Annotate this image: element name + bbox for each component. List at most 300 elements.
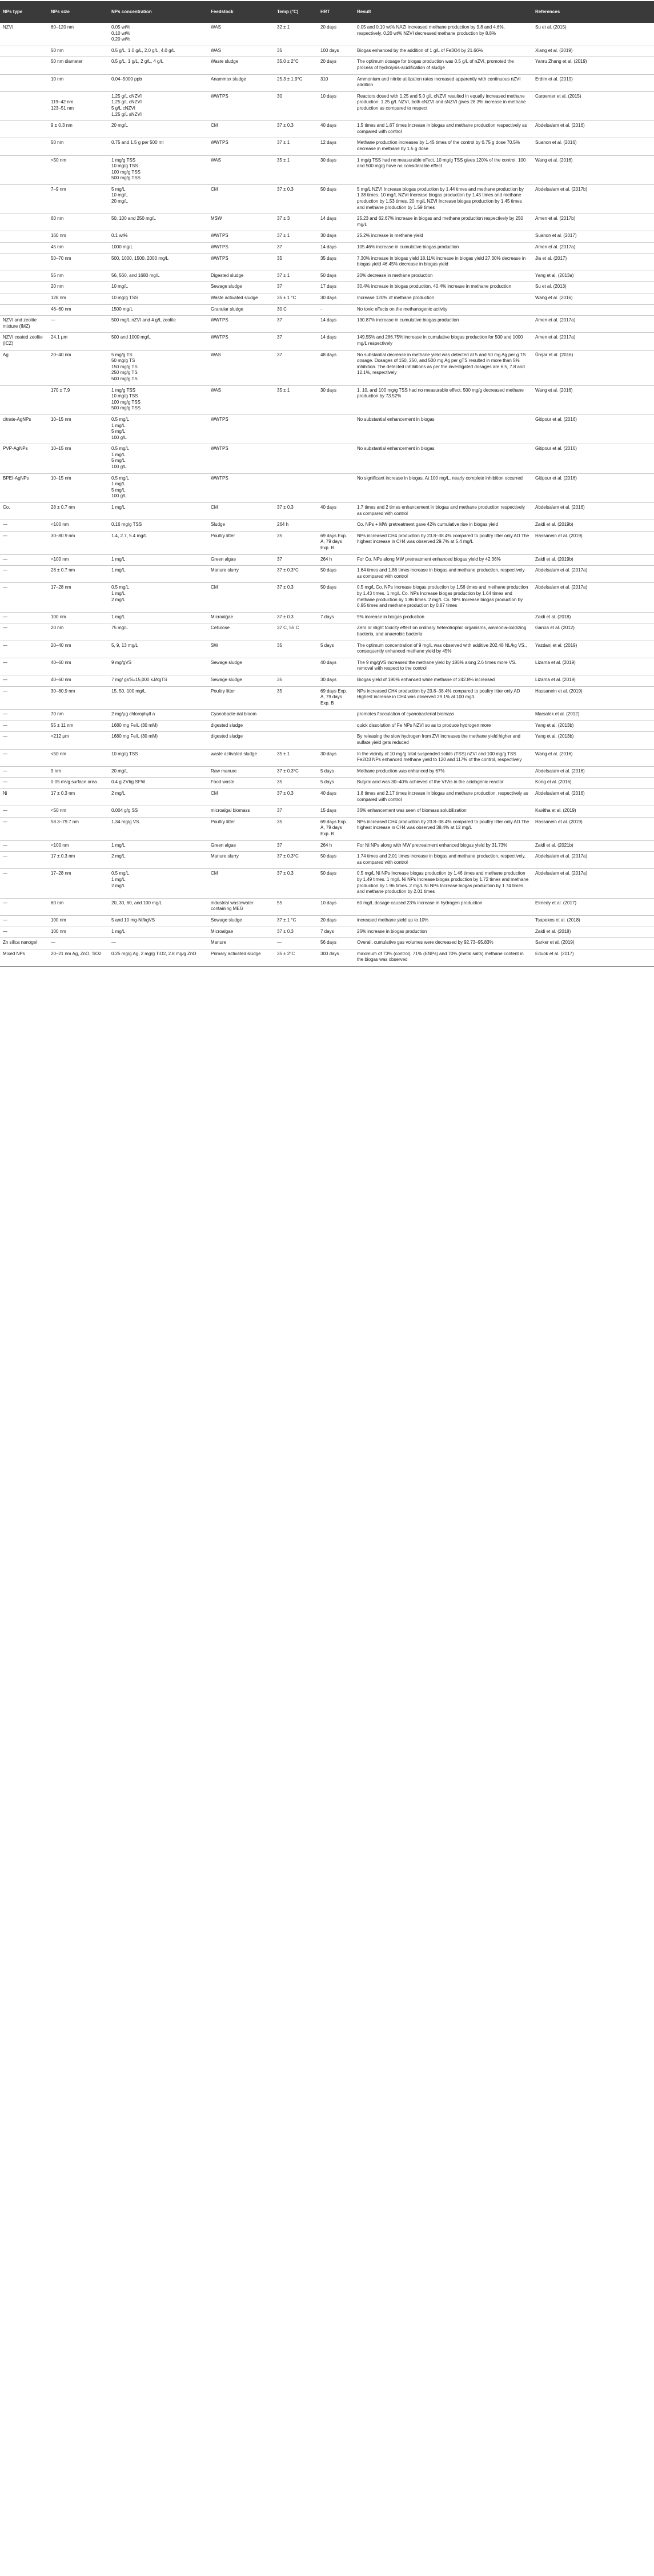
cell-nps-concentration: 1500 mg/L [109,304,208,316]
cell-nps-size: 45 nm [48,243,109,254]
cell-hrt [318,623,354,641]
cell-reference: Lizama et al. (2019) [532,658,654,675]
cell-nps-size: 128 nm [48,293,109,305]
cell-feedstock: Raw manure [208,766,274,778]
cell-feedstock: Food waste [208,778,274,789]
table-row [0,385,654,414]
cell-nps-type [0,282,48,293]
cell-reference: Suanon et al. (2017) [532,231,654,243]
cell-feedstock: WWTPS [208,473,274,502]
cell-result: 7.30% increase in biogas yield 18.11% increase in biogas yield 27.30% decrease in biogas yield 46.45% decrease in biogas yield [354,253,532,271]
cell-hrt: 264 h [318,840,354,852]
cell-nps-concentration: 0.5 g/L, 1.0 g/L, 2.0 g/L, 4.0 g/L [109,46,208,57]
nanoparticle-biogas-table [0,1,654,967]
cell-hrt: 40 days [318,503,354,520]
cell-nps-type: Ni [0,789,48,806]
cell-nps-type: — [0,749,48,766]
cell-hrt [318,721,354,732]
cell-result: Increase 120% of methane production [354,293,532,305]
cell-nps-concentration: 2 mg/L [109,852,208,869]
cell-feedstock: Waste activated sludge [208,293,274,305]
cell-nps-size: 17–28 nm [48,583,109,612]
cell-result: 0.5 mg/L Co. NPs Increase biogas production by 1.56 times and methane production by 1.43 times. 1 mg/L Co. NPs Increase biogas production by 1.64 times and methane production by 1.86 times. 2 mg/L Co. NPs Increase biogas production by 0.95 times and methane production by 0.87 times [354,583,532,612]
cell-result: By releasing the slow hydrogen from ZVI increases the methane yield higher and sulfate yield gets reduced [354,732,532,749]
cell-hrt: 14 days [318,214,354,231]
cell-temp: 35 [274,778,318,789]
cell-temp [274,710,318,721]
cell-temp: 37 ± 0.3 [274,612,318,623]
cell-temp: 35 [274,46,318,57]
cell-temp: 37 [274,243,318,254]
cell-nps-concentration: 1 mg/L [109,840,208,852]
cell-hrt: 30 days [318,749,354,766]
cell-temp: 37 ± 1 [274,271,318,282]
cell-nps-size: 46–60 nm [48,304,109,316]
cell-nps-size: 20 nm [48,282,109,293]
cell-result: 1.5 times and 1.67 times increase in biogas and methane production respectively as compared with control [354,121,532,138]
cell-nps-size: 20–40 nm [48,641,109,658]
cell-hrt: 30 days [318,385,354,414]
cell-reference: Yazdani et al. (2019) [532,641,654,658]
cell-feedstock: Digested sludge [208,271,274,282]
cell-feedstock: industrial wastewater containing MEG [208,898,274,915]
cell-temp: 35 [274,531,318,554]
cell-reference: Kavitha et al. (2019) [532,806,654,818]
cell-nps-concentration: 1680 mg Fe/L (30 mM) [109,721,208,732]
cell-hrt: 310 [318,74,354,91]
cell-nps-type: — [0,927,48,938]
cell-result: Methane production increases by 1.45 times of the control by 0.75 g dose 70.5% decrease in methane by 1.5 g dose [354,138,532,155]
cell-hrt: 50 days [318,566,354,583]
cell-nps-size: 28 ± 0.7 nm [48,503,109,520]
cell-nps-size: 60 nm [48,898,109,915]
cell-temp [274,658,318,675]
cell-nps-size: <100 nm [48,520,109,532]
table-row [0,138,654,155]
cell-hrt [318,444,354,473]
cell-nps-concentration: 0.5 mg/L 1 mg/L 2 mg/L [109,583,208,612]
table-header-row [0,1,654,23]
cell-nps-concentration: 1.34 mg/g VS. [109,817,208,840]
cell-feedstock: Manure [208,938,274,949]
cell-nps-size: 20–21 nm Ag, ZnO, TiO2 [48,949,109,966]
cell-feedstock: Sewage sludge [208,658,274,675]
cell-hrt: 50 days [318,583,354,612]
cell-nps-type: — [0,852,48,869]
cell-nps-size: 100 nm [48,612,109,623]
cell-nps-size: — [48,938,109,949]
cell-temp: 37 [274,806,318,818]
cell-reference: Gitipour et al. (2016) [532,473,654,502]
cell-feedstock: Sewage sludge [208,282,274,293]
cell-nps-size: 60–120 nm [48,23,109,46]
cell-reference: Yang et al. (2013b) [532,721,654,732]
cell-result: 1.64 times and 1.86 times increase in biogas and methane production, respectively as compared with control [354,566,532,583]
cell-reference: Abdelsalam et al. (2016) [532,121,654,138]
cell-nps-size: 40–60 nm [48,658,109,675]
table-row [0,473,654,502]
table-row [0,414,654,444]
cell-feedstock: Green algae [208,840,274,852]
cell-reference [532,304,654,316]
cell-feedstock: CM [208,583,274,612]
cell-nps-type: — [0,817,48,840]
cell-temp: 37 ± 0.3 [274,583,318,612]
cell-temp: 37 [274,316,318,333]
cell-reference: Suanon et al. (2016) [532,138,654,155]
cell-reference: Abdelsalam et al. (2017a) [532,583,654,612]
table-row [0,949,654,966]
cell-nps-size: <100 nm [48,840,109,852]
cell-result: Overall, cumulative gas volumes were decreased by 92.73–95.83% [354,938,532,949]
cell-result: The 9 mg/gVS increased the methane yield by 186% along 2.6 times more VS. removal with respect to the control [354,658,532,675]
cell-feedstock: WWTPS [208,253,274,271]
cell-result: Zero or slight toxicity effect on ordinary heterotrophic organisms, ammonia-oxidizing bacteria, and anaerobic bacteria [354,623,532,641]
cell-hrt: 50 days [318,852,354,869]
cell-nps-size: 28 ± 0.7 nm [48,566,109,583]
cell-temp: 37 ± 0.3°C [274,566,318,583]
cell-result: 30.4% increase in biogas production, 40.4% increase in methane production [354,282,532,293]
cell-feedstock: CM [208,184,274,214]
cell-feedstock: CM [208,789,274,806]
cell-nps-type: — [0,840,48,852]
cell-nps-type [0,184,48,214]
cell-nps-size: 24.1 μm [48,333,109,350]
cell-reference: Sarker et al. (2019) [532,938,654,949]
table-row [0,840,654,852]
cell-nps-size: 50 nm [48,46,109,57]
cell-nps-concentration: 0.4 g ZVI/g SFW [109,778,208,789]
cell-nps-concentration: — [109,938,208,949]
cell-reference: Wang et al. (2016) [532,155,654,184]
cell-hrt: 35 days [318,253,354,271]
cell-hrt: 30 days [318,675,354,686]
cell-nps-type [0,74,48,91]
cell-hrt: 7 days [318,927,354,938]
cell-nps-concentration: 9 mg/gVS [109,658,208,675]
cell-nps-size: 10–15 nm [48,444,109,473]
cell-nps-size: 0.05 m²/g surface area [48,778,109,789]
cell-reference: Wang et al. (2016) [532,293,654,305]
cell-hrt: 10 days [318,898,354,915]
cell-feedstock: WWTPS [208,333,274,350]
cell-reference: Yang et al. (2013a) [532,271,654,282]
cell-nps-size: 119–42 nm 123–51 nm [48,91,109,120]
cell-result: 149.55% and 286.75% increase in cumulative biogas production for 500 and 1000 mg/L respectively [354,333,532,350]
cell-feedstock: MSW [208,214,274,231]
cell-nps-concentration: 0.04–5000 ppb [109,74,208,91]
cell-temp: 37 ± 0.3 [274,121,318,138]
cell-result: 9% increase in biogas production [354,612,532,623]
cell-nps-concentration: 1000 mg/L [109,243,208,254]
table-row [0,57,654,74]
cell-nps-concentration: 1 mg/L [109,927,208,938]
cell-reference: Abdelsalam et al. (2016) [532,789,654,806]
cell-nps-size: 20 nm [48,623,109,641]
cell-reference: Eduok et al. (2017) [532,949,654,966]
table-row [0,531,654,554]
table-row [0,23,654,46]
cell-nps-concentration: 0.5 mg/L 1 mg/L 5 mg/L 100 g/L [109,444,208,473]
cell-temp [274,444,318,473]
cell-hrt: 5 days [318,766,354,778]
cell-result: maximum of 73% (control), 71% (ENPs) and 70% (metal salts) methane content in the biogas was observed [354,949,532,966]
cell-feedstock: Cellulose [208,623,274,641]
cell-hrt: - [318,304,354,316]
cell-nps-type [0,155,48,184]
header-nps-type: NPs type [0,1,48,23]
cell-feedstock: Primary activated sludge [208,949,274,966]
cell-hrt: 69 days Exp. A, 79 days Exp. B [318,531,354,554]
cell-nps-concentration: 1 mg/L [109,612,208,623]
cell-temp: 37 ± 1 [274,138,318,155]
cell-result: The optimum dosage for biogas production was 0.5 g/L of nZVI, promoted the process of hydrolysis-acidification of sludge [354,57,532,74]
cell-nps-concentration: 1 mg/g TSS 10 mg/g TSS 100 mg/g TSS 500 mg/g TSS [109,155,208,184]
cell-nps-type: — [0,766,48,778]
cell-temp [274,721,318,732]
cell-nps-type: — [0,732,48,749]
header-nps-concentration: NPs concentration [109,1,208,23]
cell-nps-size: 7–9 nm [48,184,109,214]
cell-nps-concentration: 1 mg/L [109,554,208,566]
cell-nps-concentration: 20, 30, 60, and 100 mg/L [109,898,208,915]
table-row [0,806,654,818]
cell-reference: Carpenter et al. (2015) [532,91,654,120]
cell-nps-size: 30–80.9 nm [48,531,109,554]
cell-nps-size: 17 ± 0.3 nm [48,789,109,806]
cell-hrt: 7 days [318,612,354,623]
cell-nps-concentration: 0.004 g/g SS [109,806,208,818]
cell-temp: 37 [274,333,318,350]
cell-result: 25.23 and 62.67% increase in biogas and methane production respectively by 250 mg/L [354,214,532,231]
cell-feedstock: Sewage sludge [208,915,274,927]
cell-nps-concentration: 10 mg/L [109,282,208,293]
cell-nps-size: 50 nm diameter [48,57,109,74]
cell-nps-type [0,243,48,254]
cell-feedstock: WAS [208,385,274,414]
cell-nps-type [0,121,48,138]
cell-result: 130.87% increase in cumulative biogas production [354,316,532,333]
cell-nps-type [0,57,48,74]
cell-nps-size: 9 ± 0.3 nm [48,121,109,138]
cell-hrt [318,732,354,749]
cell-nps-type [0,293,48,305]
table-row [0,675,654,686]
cell-nps-type: — [0,520,48,532]
cell-nps-type: — [0,806,48,818]
table-body [0,23,654,966]
cell-nps-type [0,253,48,271]
cell-nps-type [0,138,48,155]
header-references: References [532,1,654,23]
table-row [0,121,654,138]
cell-reference: Yanru Zhang et al. (2019) [532,57,654,74]
table-row [0,155,654,184]
cell-reference: Xiang et al. (2019) [532,46,654,57]
cell-nps-type: BPEI-AgNPs [0,473,48,502]
cell-reference: Hassanein et al. (2019) [532,531,654,554]
table-row [0,898,654,915]
cell-reference: Zaidi et al. (2018) [532,612,654,623]
cell-reference: Gitipour et al. (2016) [532,444,654,473]
cell-hrt: 40 days [318,121,354,138]
cell-temp: 35.0 ± 2°C [274,57,318,74]
cell-reference: Elreedy et al. (2017) [532,898,654,915]
cell-result: In the vicinity of 10 mg/g total suspended solids (TSS) nZVI and 100 mg/g TSS Fe2O3 NPs enhanced methane yield to 120 and 117% of the control, respectively [354,749,532,766]
cell-nps-concentration: 1.4, 2.7, 5.4 mg/L [109,531,208,554]
cell-temp: 37 [274,350,318,385]
cell-nps-concentration: 0.25 mg/g Ag, 2 mg/g TiO2, 2.8 mg/g ZnO [109,949,208,966]
cell-result: For Co. NPs along MW pretreatment enhanced biogas yield by 42.36% [354,554,532,566]
cell-result: 0.5 mg/L Ni NPs Increase biogas production by 1.46 times and methane production by 1.49 times. 1 mg/L Ni NPs Increase biogas production by 1.72 times and methane production by 1.96 times. 2 mg/L Ni NPs Increase biogas production by 1.74 times and methane production by 2.01 times [354,869,532,898]
cell-nps-size: 9 nm [48,766,109,778]
cell-nps-type: Ag [0,350,48,385]
table-row [0,243,654,254]
cell-nps-size: 17–28 nm [48,869,109,898]
cell-hrt: 50 days [318,271,354,282]
cell-nps-size: 17 ± 0.3 nm [48,852,109,869]
cell-reference: Erdim et al. (2019) [532,74,654,91]
cell-nps-concentration: 2 mg/L [109,789,208,806]
cell-temp: 35 ± 1 °C [274,293,318,305]
cell-nps-concentration: 5 and 10 mg-Ni/kgVS [109,915,208,927]
cell-temp: 35 ± 1 [274,155,318,184]
cell-nps-concentration: 5, 9, 13 mg/L [109,641,208,658]
cell-nps-type: Mixed NPs [0,949,48,966]
cell-feedstock: digested sludge [208,732,274,749]
cell-nps-type [0,91,48,120]
cell-nps-type: NZVI coated zeolite (ICZ) [0,333,48,350]
cell-result: 1.74 times and 2.01 times increase in biogas and methane production, respectively, as compared with control [354,852,532,869]
cell-nps-size: — [48,316,109,333]
cell-hrt: 20 days [318,915,354,927]
cell-temp: 30 [274,91,318,120]
cell-reference: Zaidi et al. (2021b) [532,840,654,852]
cell-result: 1, 10, and 100 mg/g TSS had no measurable effect. 500 mg/g decreased methane production by 73.52% [354,385,532,414]
cell-nps-type [0,385,48,414]
cell-reference: Hassanein et al. (2019) [532,686,654,710]
cell-reference: Lizama et al. (2019) [532,675,654,686]
cell-temp: 37 [274,282,318,293]
cell-feedstock: waste activated sludge [208,749,274,766]
cell-reference: Marsalek et al. (2012) [532,710,654,721]
cell-nps-size: 58.3–79.7 nm [48,817,109,840]
cell-nps-concentration: 500 and 1000 mg/L [109,333,208,350]
cell-nps-type [0,271,48,282]
cell-nps-concentration: 0.16 mg/g TSS [109,520,208,532]
cell-reference: Su et al. (2013) [532,282,654,293]
cell-hrt: 17 days [318,282,354,293]
cell-nps-concentration: 0.5 g/L, 1 g/L, 2 g/L, 4 g/L [109,57,208,74]
cell-nps-type: — [0,721,48,732]
cell-reference: Tsapekos et al. (2018) [532,915,654,927]
cell-result: 60 mg/L dosage caused 23% increase in hydrogen production [354,898,532,915]
cell-feedstock: microalgal biomass [208,806,274,818]
table-row [0,350,654,385]
cell-feedstock: WAS [208,350,274,385]
cell-feedstock: WWTPS [208,231,274,243]
cell-feedstock: WWTPS [208,444,274,473]
cell-reference: Zaidi et al. (2018) [532,927,654,938]
cell-reference: Wang et al. (2016) [532,749,654,766]
table-row [0,566,654,583]
cell-reference: Zaidi et al. (2019b) [532,554,654,566]
cell-nps-concentration: 0.5 mg/L 1 mg/L 2 mg/L [109,869,208,898]
header-feedstock: Feedstock [208,1,274,23]
cell-nps-concentration: 1.25 g/L cNZVI 1.25 g/L cNZVI 5 g/L cNZVI 1.25 g/L sNZVI [109,91,208,120]
cell-result: 25.2% increase in methane yield [354,231,532,243]
table-row [0,214,654,231]
cell-hrt: 12 days [318,138,354,155]
cell-feedstock: Microalgae [208,927,274,938]
cell-result: 5 mg/L NZVI Increase biogas production by 1.44 times and methane production by 1.38 times. 10 mg/L NZVI Increase biogas production by 1.45 times and methane production by 1.53 times. 20 mg/L NZVI Increase biogas production by 1.45 times and methane production by 1.59 times [354,184,532,214]
cell-temp: 35 ± 2°C [274,949,318,966]
table-row [0,623,654,641]
cell-temp: 37 ± 1 [274,231,318,243]
cell-temp: 35 ± 1 [274,749,318,766]
cell-result: No substantial enhancement in biogas [354,414,532,444]
cell-reference: Abdelsalam et al. (2017a) [532,869,654,898]
cell-nps-size: 55 nm [48,271,109,282]
cell-nps-size: 50 nm [48,138,109,155]
cell-nps-concentration: 5 mg/L 10 mg/L 20 mg/L [109,184,208,214]
cell-result: For Ni NPs along with MW pretreatment enhanced biogas yield by 31.73% [354,840,532,852]
cell-nps-type [0,231,48,243]
header-nps-size: NPs size [48,1,109,23]
cell-temp: 35 ± 1 [274,385,318,414]
cell-nps-size: 55 ± 11 nm [48,721,109,732]
table-row [0,749,654,766]
cell-reference: Gitipour et al. (2016) [532,414,654,444]
cell-nps-size: 10–15 nm [48,473,109,502]
cell-hrt: 300 days [318,949,354,966]
cell-hrt: 5 days [318,641,354,658]
cell-feedstock: CM [208,869,274,898]
table-row [0,253,654,271]
cell-nps-size: 30–80.9 nm [48,686,109,710]
cell-result: Reactors dosed with 1.25 and 5.0 g/L cNZVI resulted in equally increased methane production. 1.25 g/L NZVI, both cNZVI and sNZVI gives 28.3% increase in methane production as compared to respect [354,91,532,120]
cell-hrt: 30 days [318,293,354,305]
cell-reference: Abdelsalam et al. (2017a) [532,566,654,583]
cell-reference: Amen et al. (2017b) [532,214,654,231]
cell-reference: Jia et al. (2017) [532,253,654,271]
cell-result: Biogas yield of 190% enhanced while methane of 242.8% increased [354,675,532,686]
cell-feedstock: Sludge [208,520,274,532]
cell-result: No toxic effects on the methanogenic activity [354,304,532,316]
cell-nps-size: 160 nm [48,231,109,243]
cell-feedstock: Manure slurry [208,852,274,869]
cell-nps-concentration: 50, 100 and 250 mg/L [109,214,208,231]
cell-nps-type: — [0,566,48,583]
cell-result: Co. NPs + MW pretreatment gave 42% cumulative rise in biogas yield [354,520,532,532]
cell-reference: Kong et al. (2016) [532,778,654,789]
table-row [0,938,654,949]
cell-nps-type [0,214,48,231]
cell-temp: 37 ± 0.3 [274,184,318,214]
cell-nps-concentration: 0.5 mg/L 1 mg/L 5 mg/L 100 g/L [109,414,208,444]
cell-result: 105.46% increase in cumulative biogas production [354,243,532,254]
cell-temp: 35 [274,686,318,710]
table-row [0,869,654,898]
cell-temp: 37 ± 3 [274,214,318,231]
cell-nps-type: — [0,554,48,566]
cell-result: No significant increase in biogas. At 100 mg/L, nearly complete inhibition occurred [354,473,532,502]
cell-nps-type: — [0,658,48,675]
cell-nps-concentration: 56, 560, and 1680 mg/L [109,271,208,282]
header-hrt: HRT [318,1,354,23]
cell-feedstock: CM [208,503,274,520]
cell-result: quick dissolution of Fe NPs NZVI so as to produce hydrogen more [354,721,532,732]
